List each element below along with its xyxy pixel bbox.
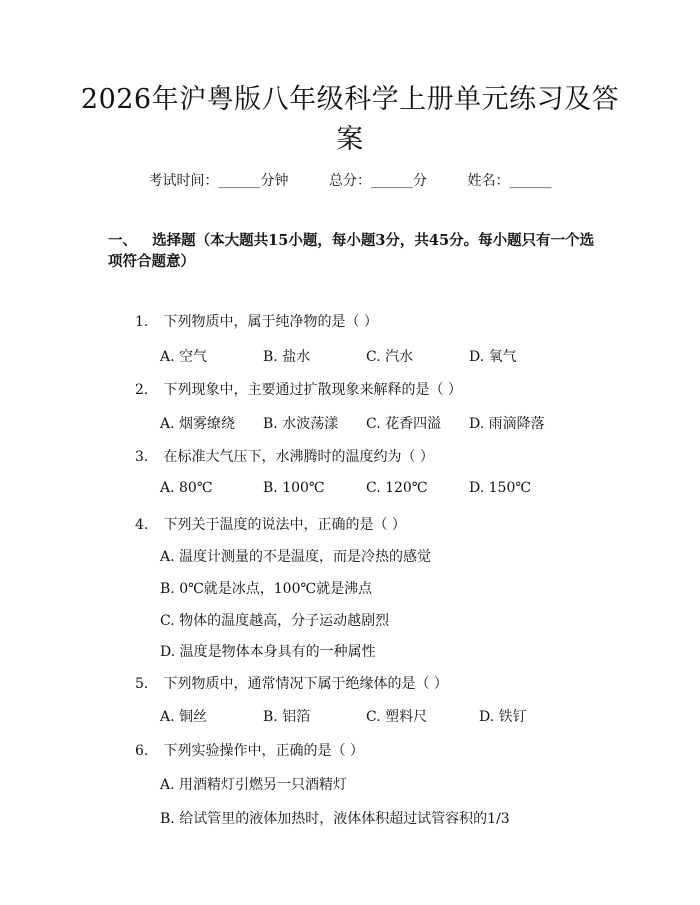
- option-c: C. 物体的温度越高，分子运动越剧烈: [160, 613, 390, 629]
- question-number: 1.: [135, 314, 149, 330]
- option-c: C. 花香四溢: [366, 416, 442, 432]
- page-title: 2026年沪粤版八年级科学上册单元练习及答案: [80, 84, 620, 155]
- option-a: A. 用酒精灯引燃另一只酒精灯: [160, 777, 348, 793]
- section-number: 一、: [108, 232, 137, 249]
- exam-time-field: 考试时间：______分钟: [148, 173, 289, 189]
- option-c: C. 塑料尺: [366, 709, 428, 725]
- exam-info: [0, 170, 700, 190]
- option-a: A. 温度计测量的不是温度，而是冷热的感觉: [160, 549, 432, 565]
- option-b: B. 给试管里的液体加热时，液体体积超过试管容积的1/3: [160, 811, 510, 827]
- option-d: D. 雨滴降落: [469, 416, 545, 432]
- option-b: B. 铝箔: [263, 709, 311, 725]
- question-text: 下列物质中，通常情况下属于绝缘体的是（ ）: [163, 676, 448, 692]
- question-text: 下列现象中，主要通过扩散现象来解释的是（ ）: [163, 382, 462, 398]
- option-a: A. 铜丝: [160, 709, 208, 725]
- option-a: A. 80℃: [160, 480, 213, 496]
- option-c: C. 120℃: [366, 480, 428, 496]
- option-d: D. 150℃: [469, 480, 532, 496]
- option-d: D. 铁钉: [479, 709, 527, 725]
- question-6: [135, 740, 364, 760]
- question-1: [135, 311, 378, 331]
- question-5: [135, 673, 448, 693]
- question-2: [135, 379, 462, 399]
- question-text: 下列物质中，属于纯净物的是（ ）: [163, 314, 378, 330]
- section-title: 选择题（本大题共15小题，每小题3分，共45分。每小题只有一个选项符合题意）: [108, 232, 595, 270]
- option-b: B. 0℃就是冰点，100℃就是沸点: [160, 581, 373, 597]
- question-number: 4.: [135, 517, 149, 533]
- option-a: A. 烟雾缭绕: [160, 416, 236, 432]
- question-text: 下列关于温度的说法中，正确的是（ ）: [163, 517, 406, 533]
- option-b: B. 盐水: [263, 349, 311, 365]
- question-number: 2.: [135, 382, 149, 398]
- question-number: 6.: [135, 743, 149, 759]
- student-name-field: 姓名：______: [467, 173, 552, 189]
- exam-total-field: 总分：______分: [329, 173, 427, 189]
- option-d: D. 氧气: [469, 349, 517, 365]
- question-4: [135, 514, 406, 534]
- question-3: [135, 446, 434, 466]
- option-b: B. 水波荡漾: [263, 416, 339, 432]
- question-number: 5.: [135, 676, 149, 692]
- option-d: D. 温度是物体本身具有的一种属性: [160, 644, 376, 660]
- section-heading: [108, 230, 598, 272]
- option-a: A. 空气: [160, 349, 208, 365]
- question-text: 在标准大气压下，水沸腾时的温度约为（ ）: [163, 449, 434, 465]
- question-number: 3.: [135, 449, 149, 465]
- option-c: C. 汽水: [366, 349, 414, 365]
- question-text: 下列实验操作中，正确的是（ ）: [163, 743, 364, 759]
- option-b: B. 100℃: [263, 480, 325, 496]
